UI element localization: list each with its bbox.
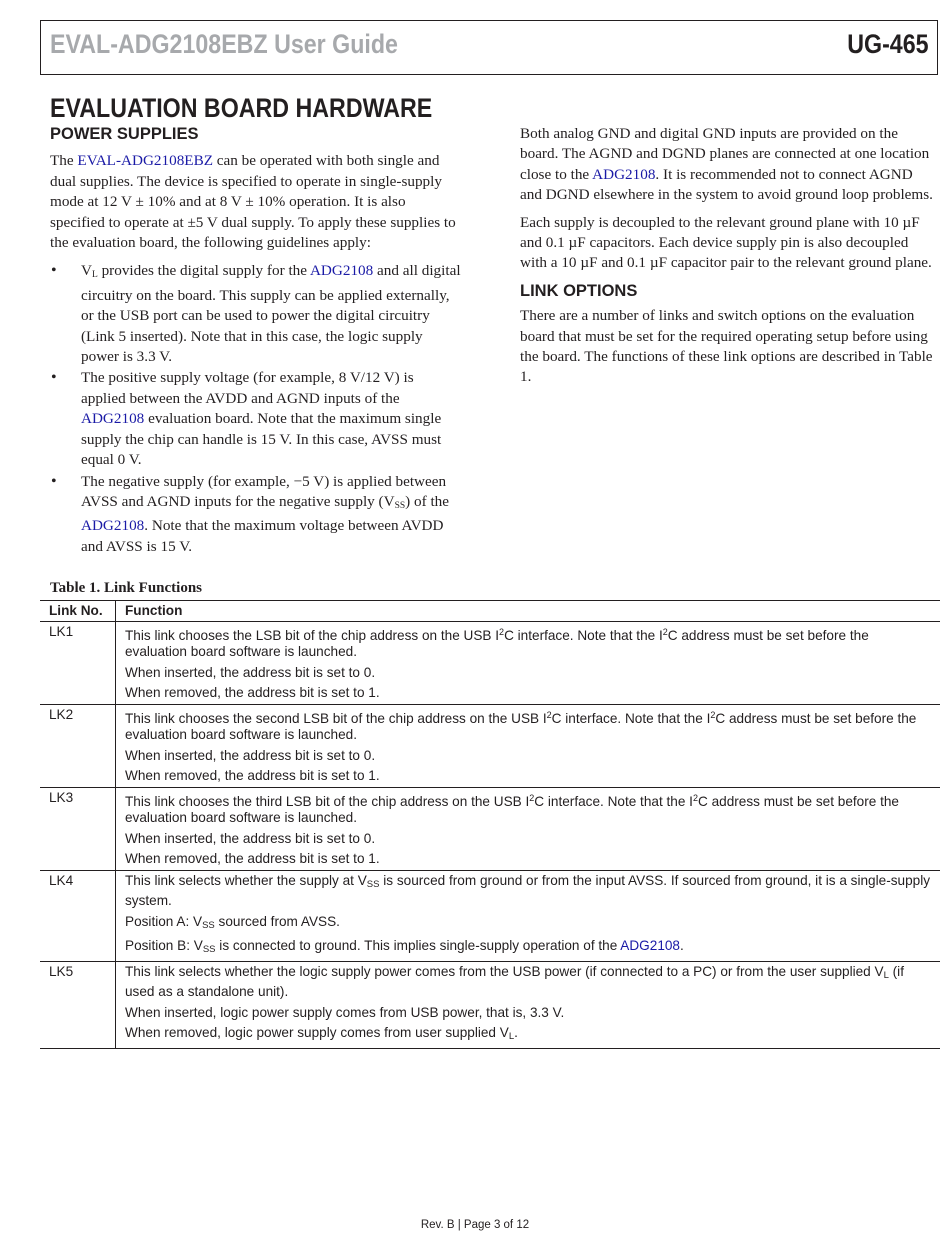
- link-number: LK1: [40, 621, 116, 704]
- column-header-function: Function: [116, 601, 941, 622]
- power-supplies-heading: POWER SUPPLIES: [50, 125, 199, 143]
- link-options-heading: LINK OPTIONS: [520, 281, 638, 300]
- function-cell: This link selects whether the supply at $V_{SS}$ is sourced from ground or from the input AVSS. If sourced from ground, it is a single-supply system. Position A: $V_{SS}$ sourced from AVSS. Position B: $V_{SS}$ is connected to ground. This implies single-supply operation of the ADG2108.: [116, 870, 941, 961]
- doc-number: UG-465: [847, 29, 929, 59]
- list-item: • $V_L$ provides the digital supply for the ADG2108 and all digital circuitry on the board. This supply can be applied externally, or the USB port can be used to power the digital circuitry (Link 5 inserted). Note that in this case, the logic supply power is 3.3 V.: [50, 261, 462, 367]
- supply-guidelines-list: [50, 261, 462, 557]
- intro-paragraph: The EVAL-ADG2108EBZ can be operated with both single and dual supplies. The device is specified to operate in single-supply mode at 12 V ± 10% and at 8 V ± 10% operation. It is also specified to operate at ±5 V dual supply. To apply these supplies to the evaluation board, the following guidelines apply:: [50, 152, 456, 252]
- table-row: [40, 704, 940, 787]
- link-options-paragraph: There are a number of links and switch options on the evaluation board that must be set for the required operating setup before using the board. The functions of these link options are described in Table 1.: [520, 307, 933, 386]
- link-number: LK4: [40, 870, 116, 961]
- page-header: [40, 20, 938, 75]
- function-cell: This link chooses the second LSB bit of the chip address on the USB $I^2C$ interface. Note that the $I^2C$ address must be set before the evaluation board software is launched. When inserted, the address bit is set to 0. When removed, the address bit is set to 1.: [116, 704, 941, 787]
- adg2108-link[interactable]: ADG2108: [81, 410, 145, 428]
- ground-paragraph: Both analog GND and digital GND inputs are provided on the board. The AGND and DGND planes are connected at one location close to the ADG2108. It is recommended not to connect AGND and DGND elsewhere in the system to avoid ground loop problems.: [520, 125, 933, 204]
- table-row: [40, 870, 940, 961]
- table-row: [40, 961, 940, 1048]
- table-row: [40, 787, 940, 870]
- table-row: [40, 621, 940, 704]
- list-item: • The negative supply (for example, −5 V) is applied between AVSS and AGND inputs for the negative supply $(V_{SS})$ of the ADG2108. Note that the maximum voltage between AVDD and AVSS is 15 V.: [50, 472, 462, 558]
- adg2108-link[interactable]: ADG2108: [620, 938, 680, 953]
- column-header-link-no: Link No.: [40, 601, 116, 622]
- adg2108-link[interactable]: ADG2108: [309, 262, 374, 280]
- doc-title: EVAL-ADG2108EBZ User Guide: [50, 29, 398, 59]
- decoupling-paragraph: Each supply is decoupled to the relevant ground plane with 10 µF and 0.1 µF capacitors. Each device supply pin is also decoupled with a 10 µF and 0.1 µF capacitor pair to the relevant ground plane.: [520, 213, 932, 272]
- function-cell: This link chooses the third LSB bit of the chip address on the USB $I^2C$ interface. Note that the $I^2C$ address must be set before the evaluation board software is launched. When inserted, the address bit is set to 0. When removed, the address bit is set to 1.: [116, 787, 941, 870]
- link-number: LK2: [40, 704, 116, 787]
- link-number: LK3: [40, 787, 116, 870]
- adg2108-link[interactable]: ADG2108: [81, 517, 145, 535]
- page-footer: Rev. B | Page 3 of 12: [420, 1219, 530, 1231]
- function-cell: This link chooses the LSB bit of the chip address on the USB $I^2C$ interface. Note that the $I^2C$ address must be set before the evaluation board software is launched. When inserted, the address bit is set to 0. When removed, the address bit is set to 1.: [116, 621, 941, 704]
- eval-board-link[interactable]: EVAL-ADG2108EBZ: [77, 152, 213, 170]
- adg2108-link[interactable]: ADG2108: [592, 165, 656, 183]
- table-caption: Table 1. Link Functions: [50, 580, 202, 596]
- function-cell: This link selects whether the logic supply power comes from the USB power (if connected to a PC) or from the user supplied $V_L$ (if used as a standalone unit). When inserted, logic power supply comes from USB power, that is, 3.3 V. When removed, logic power supply comes from user supplied $V_L$.: [116, 961, 941, 1048]
- list-item: • The positive supply voltage (for example, 8 V/12 V) is applied between the AVDD and AGND inputs of the ADG2108 evaluation board. Note that the maximum single supply the chip can handle is 15 V. In this case, AVSS must equal 0 V.: [50, 368, 462, 470]
- section-title: EVALUATION BOARD HARDWARE: [50, 93, 433, 123]
- left-column: [50, 124, 462, 558]
- table-header-row: [40, 601, 940, 622]
- link-number: LK5: [40, 961, 116, 1048]
- link-functions-table: [40, 600, 940, 1049]
- right-column: [520, 124, 935, 388]
